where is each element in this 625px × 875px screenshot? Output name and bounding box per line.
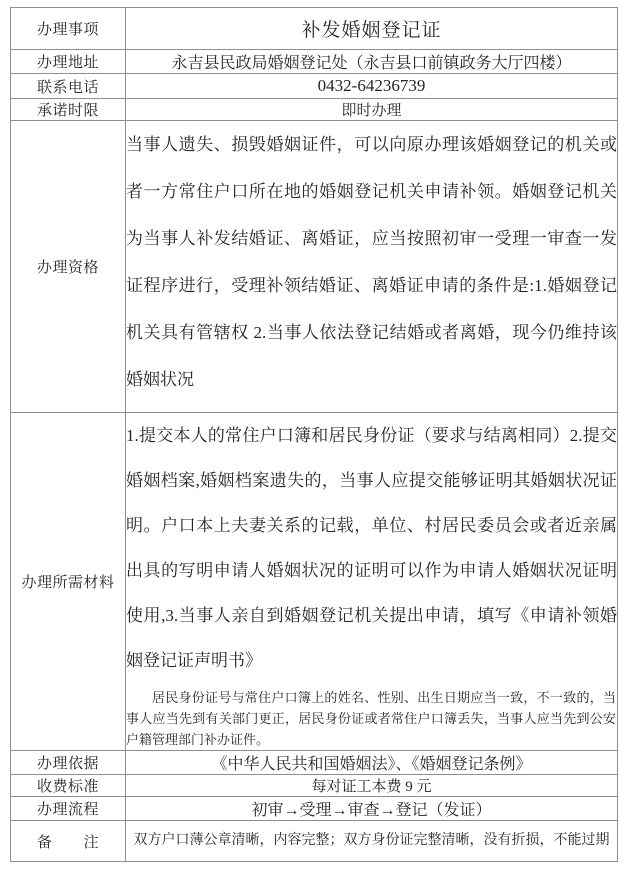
table-row-qualification [11,121,618,413]
row-label-remark: 备 注 [11,821,126,862]
table-row-process [11,797,618,821]
table-row-legal-basis [11,751,618,775]
row-label-legal-basis: 办理依据 [11,751,126,775]
row-label-phone: 联系电话 [11,74,126,99]
legal-basis-value: 《中华人民共和国婚姻法》、《婚姻登记条例》 [126,751,618,775]
materials-text: 1.提交本人的常住户口簿和居民身份证（要求与结离相同）2.提交婚姻档案,婚姻档案遗失的，当事人应提交能够证明其婚姻状况证明。户口本上夫妻关系的记载，单位、村居民委员会或者近亲属出具的写明申请人婚姻状况的证明可以作为申请人婚姻状况证明使用,3.当事人亲自到婚姻登记机关提出申请，填写《申请补领婚姻登记证声明书》 [126,426,617,670]
table-row-time-limit [11,99,618,121]
table-row-address [11,50,618,74]
table-row-fee [11,775,618,797]
address-value: 永吉县民政局婚姻登记处（永吉县口前镇政务大厅四楼） [126,50,618,74]
remark-value: 双方户口薄公章清晰，内容完整；双方身份证完整清晰，没有折损，不能过期 [126,821,618,862]
row-label-item: 办理事项 [11,8,126,50]
row-label-materials: 办理所需材料 [11,413,126,751]
row-label-process: 办理流程 [11,797,126,821]
fee-value: 每对证工本费 9 元 [126,775,618,797]
page-title: 补发婚姻登记证 [126,8,618,50]
phone-value: 0432-64236739 [126,74,618,99]
service-info-table [10,7,618,862]
qualification-text: 当事人遗失、损毁婚姻证件，可以向原办理该婚姻登记的机关或者一方常住户口所在地的婚姻登记机关申请补领。婚姻登记机关为当事人补发结婚证、离婚证，应当按照初审一受理一审查一发证程序进行，受理补领结婚证、离婚证申请的条件是:1.婚姻登记机关具有管辖权 2.当事人依法登记结婚或者离婚，现今仍维持该婚姻状况 [126,135,617,389]
table-row-materials [11,413,618,751]
row-label-fee: 收费标准 [11,775,126,797]
materials-cell [126,413,618,751]
row-label-time-limit: 承诺时限 [11,99,126,121]
table-row-remark [11,821,618,862]
row-label-qualification: 办理资格 [11,121,126,413]
table-row-item [11,8,618,50]
process-flow-value: 初审→受理→审查→登记（发证） [126,797,618,821]
table-row-phone [11,74,618,99]
time-limit-value: 即时办理 [126,99,618,121]
qualification-cell [126,121,618,413]
materials-note-text: 居民身份证号与常住户口簿上的姓名、性别、出生日期应当一致，不一致的，当事人应当先到有关部门更正，居民身份证或者常住户口簿丢失，当事人应当先到公安户籍管理部门补办证件。 [126,690,616,747]
row-label-address: 办理地址 [11,50,126,74]
